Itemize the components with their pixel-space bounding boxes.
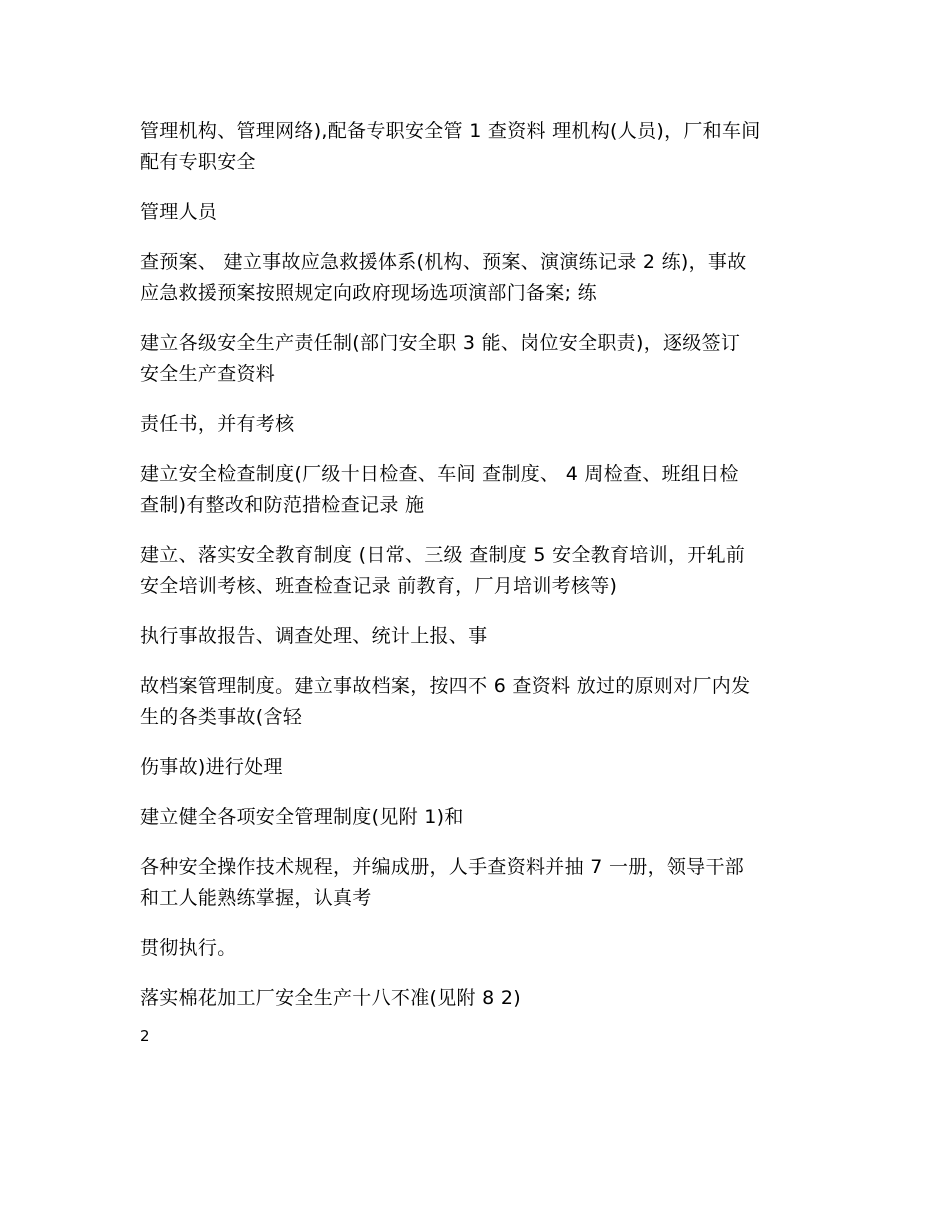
paragraph-line: 应急救援预案按照规定向政府现场选项演部门备案; 练 (140, 282, 597, 304)
paragraph-11 (140, 802, 820, 833)
paragraph-10 (140, 752, 820, 783)
paragraph-line: 各种安全操作技术规程，并编成册，人手查资料并抽 7 一册，领导干部 (140, 856, 745, 878)
paragraph-13 (140, 933, 820, 964)
paragraph-line: 伤事故)进行处理 (140, 756, 283, 778)
paragraph-1 (140, 116, 820, 178)
paragraph-9 (140, 671, 820, 733)
paragraph-line: 建立安全检查制度(厂级十日检查、车间 查制度、 4 周检查、班组日检 (140, 463, 739, 485)
paragraph-12 (140, 852, 820, 914)
paragraph-line: 和工人能熟练掌握，认真考 (140, 887, 372, 909)
paragraph-line: 建立各级安全生产责任制(部门安全职 3 能、岗位安全职责)，逐级签订 (140, 332, 741, 354)
paragraph-2 (140, 197, 820, 228)
paragraph-line: 管理机构、管理网络),配备专职安全管 1 查资料 理机构(人员)，厂和车间 (140, 120, 761, 142)
paragraph-line: 责任书，并有考核 (140, 413, 295, 435)
paragraph-line: 管理人员 (140, 201, 218, 223)
paragraph-5 (140, 409, 820, 440)
paragraph-line: 贯彻执行。 (140, 937, 237, 959)
paragraph-7 (140, 540, 820, 602)
paragraph-line: 查制)有整改和防范措检查记录 施 (140, 494, 425, 516)
paragraph-line: 安全培训考核、班查检查记录 前教育，厂月培训考核等) (140, 575, 618, 597)
paragraph-line: 故档案管理制度。建立事故档案，按四不 6 查资料 放过的原则对厂内发 (140, 675, 751, 697)
paragraph-line: 查预案、 建立事故应急救援体系(机构、预案、演演练记录 2 练)，事故 (140, 251, 747, 273)
paragraph-line: 建立健全各项安全管理制度(见附 1)和 (140, 806, 464, 828)
paragraph-line: 建立、落实安全教育制度 (日常、三级 查制度 5 安全教育培训，开轧前 (140, 544, 746, 566)
paragraph-line: 执行事故报告、调查处理、统计上报、事 (140, 625, 488, 647)
paragraph-line: 落实棉花加工厂安全生产十八不准(见附 8 2) (140, 987, 521, 1009)
paragraph-line: 生的各类事故(含轻 (140, 706, 303, 728)
document-body (140, 116, 820, 1033)
page-number: 2 (140, 1027, 150, 1045)
paragraph-line: 配有专职安全 (140, 151, 256, 173)
paragraph-4 (140, 328, 820, 390)
paragraph-8 (140, 621, 820, 652)
paragraph-6 (140, 459, 820, 521)
paragraph-14 (140, 983, 820, 1014)
paragraph-3 (140, 247, 820, 309)
paragraph-line: 安全生产查资料 (140, 363, 276, 385)
